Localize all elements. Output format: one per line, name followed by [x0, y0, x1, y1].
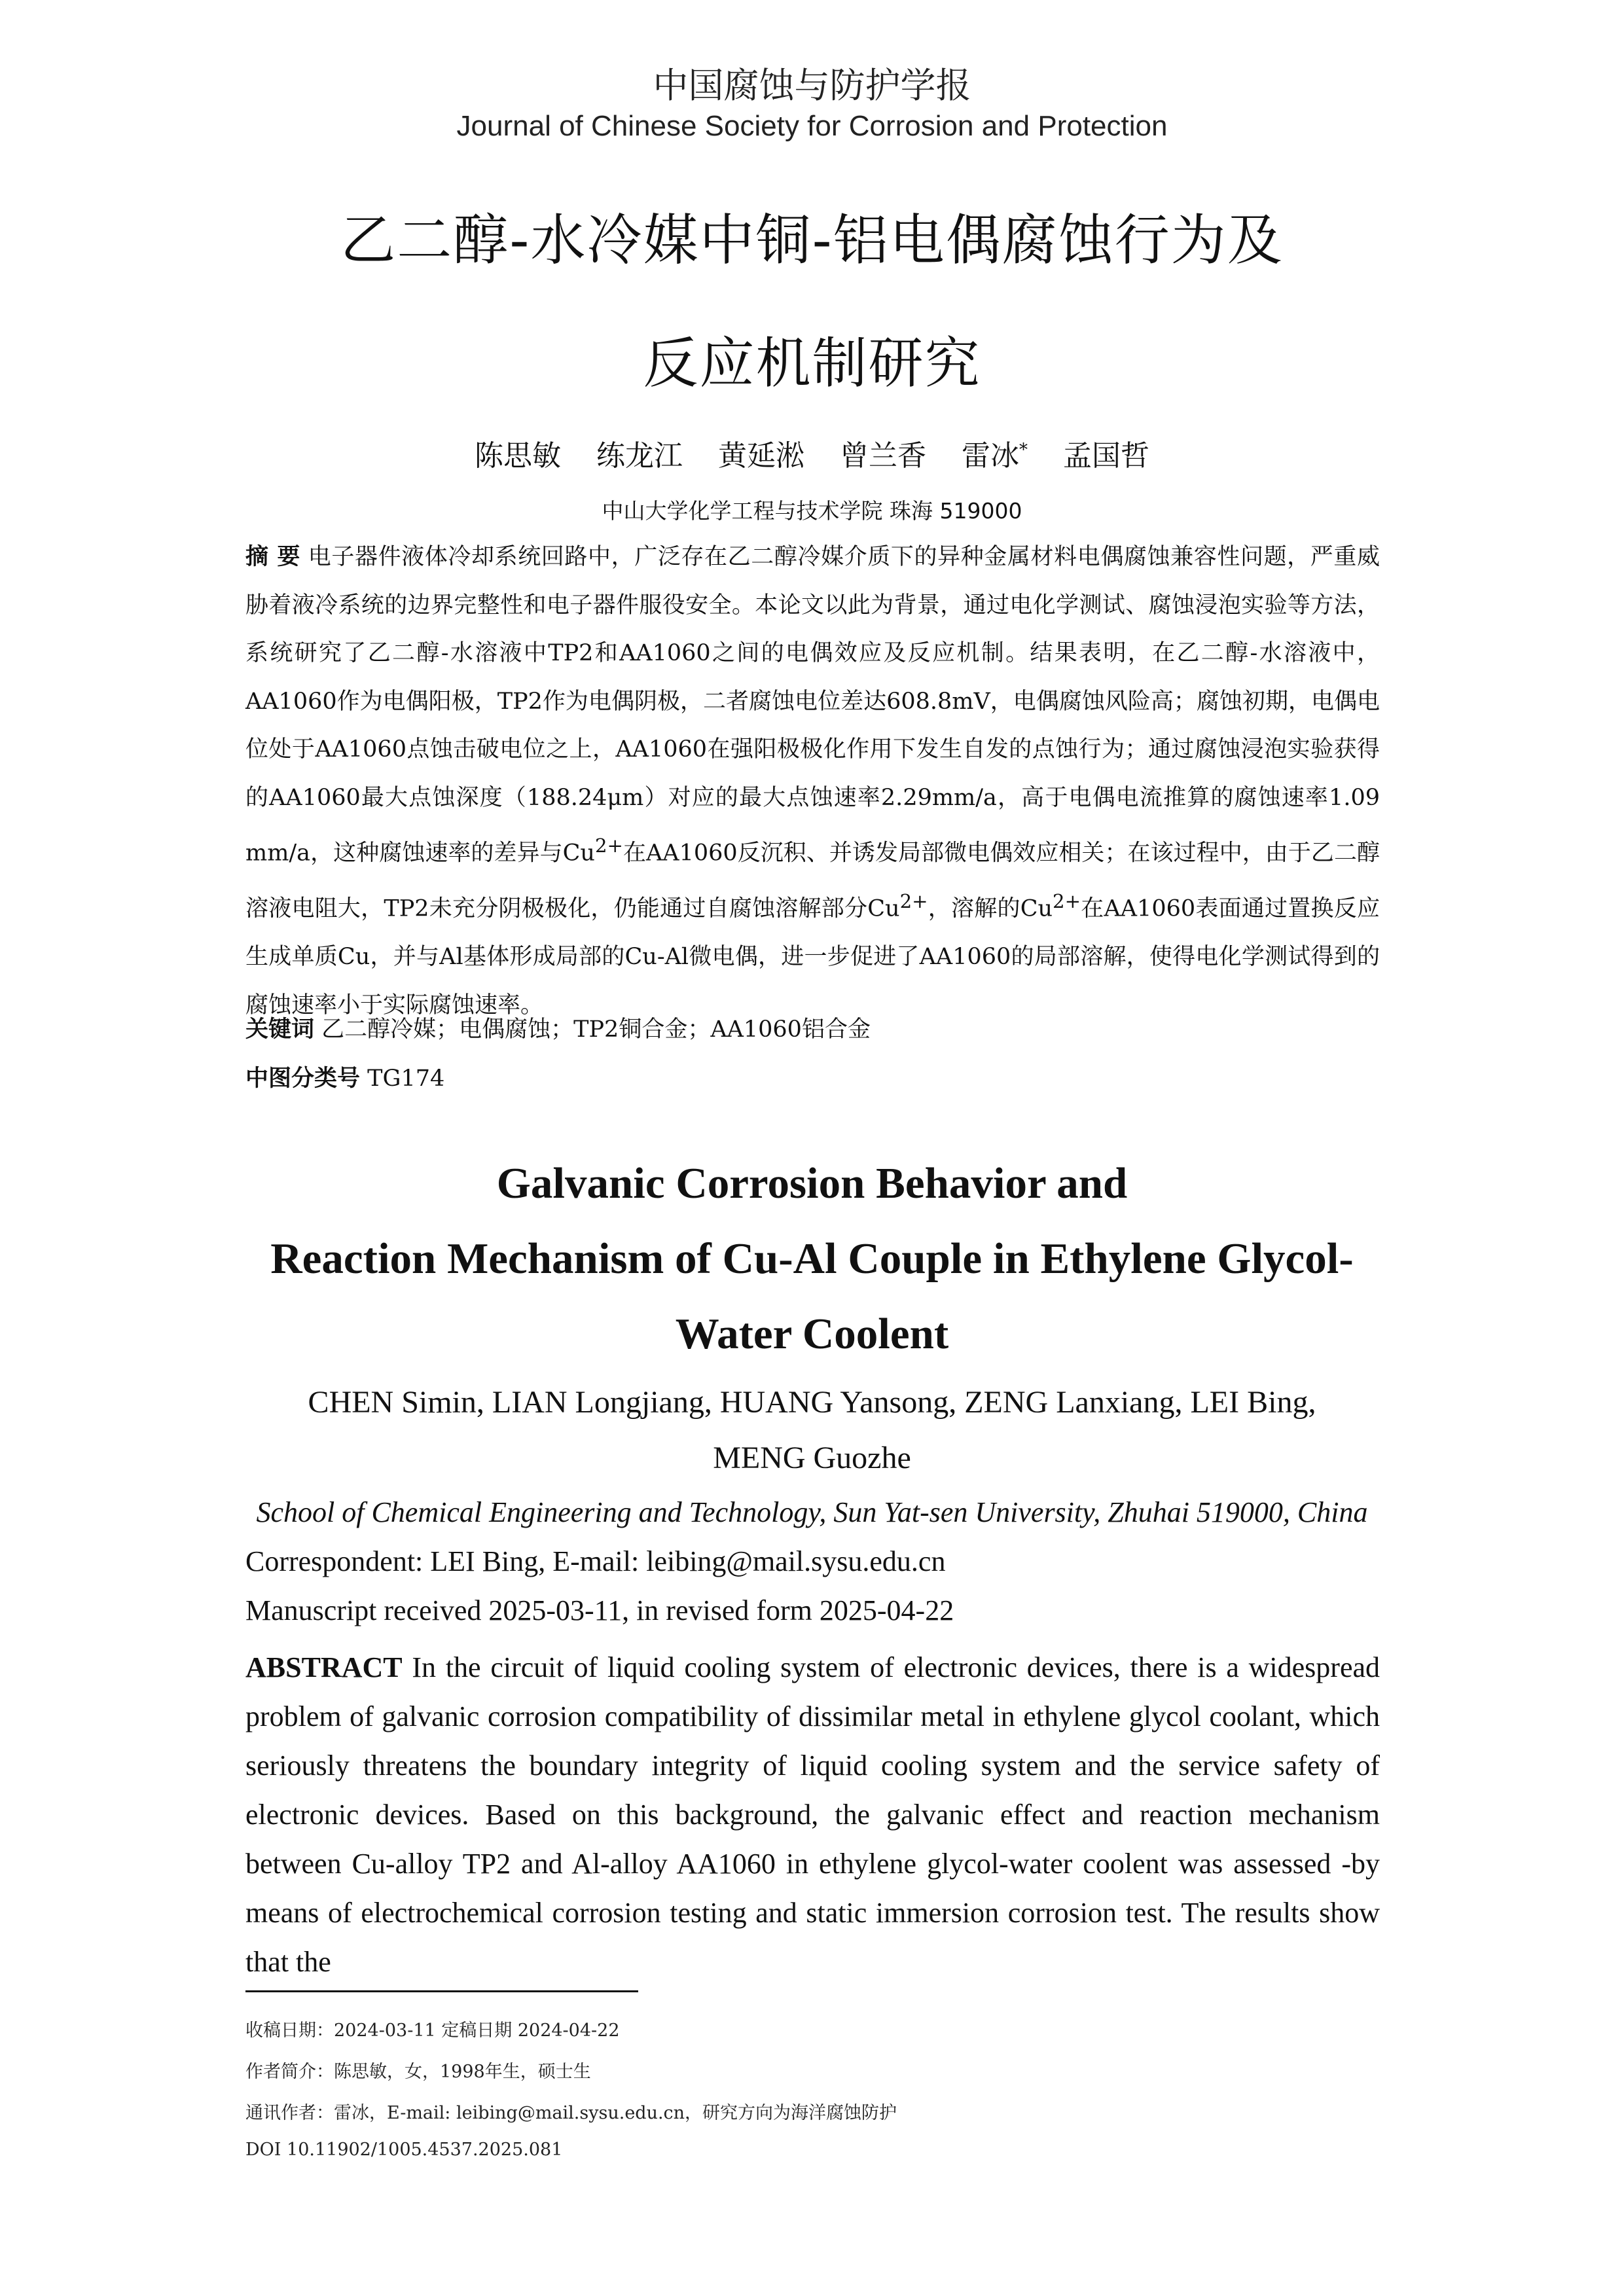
title-cn-line-2: 反应机制研究 — [643, 331, 981, 395]
authors-cn — [0, 432, 1624, 474]
title-en-line-3: Water Coolent — [675, 1310, 949, 1358]
abstract-en — [245, 1643, 1380, 1986]
abstract-cn-text-2: 在AA1060反沉积、并诱发局部微电偶效应相关；在该过程中，由于乙二醇溶液电阻大，TP2未充分阴极极化，仍能通过自腐蚀溶解部分Cu — [245, 840, 1380, 922]
journal-name-cn: 中国腐蚀与防护学报 — [653, 65, 971, 106]
footnote-doi: DOI 10.11902/1005.4537.2025.081 — [245, 2140, 563, 2160]
abstract-cn-label: 摘 要 — [245, 544, 301, 570]
correspondent-en: Correspondent: LEI Bing, E-mail: leibing@mail.sysu.edu.cn — [245, 1545, 946, 1577]
abstract-en-text: In the circuit of liquid cooling system of electronic devices, there is a widespread problem of galvanic corrosion compatibility of dissimilar metal in ethylene glycol coolant, which seriously threatens the boundary integrity of liquid cooling system and the service safety of electronic devices. Based on this background, the galvanic effect and reaction mechanism between Cu-alloy TP2 and Al-alloy AA1060 in ethylene glycol-water coolent was assessed -by means of electrochemical corrosion testing and static immersion corrosion test. The results show that the — [245, 1651, 1380, 1978]
title-en-line-2: Reaction Mechanism of Cu-Al Couple in Ethylene Glycol- — [270, 1234, 1354, 1283]
keywords-cn-label: 关键词 — [245, 1016, 315, 1043]
classification-cn-label: 中图分类号 — [245, 1066, 361, 1092]
manuscript-dates-en: Manuscript received 2025-03-11, in revised form 2025-04-22 — [245, 1594, 954, 1626]
title-en-line-1: Galvanic Corrosion Behavior and — [496, 1159, 1128, 1208]
abstract-cn-text-4: 在AA1060表面通过置换反应生成单质Cu，并与Al基体形成局部的Cu-Al微电偶，进一步促进了AA1060的局部溶解，使得电化学测试得到的腐蚀速率小于实际腐蚀速率。 — [245, 895, 1380, 1018]
footnote-divider — [245, 1990, 638, 1992]
footnote-author-bio: 作者简介：陈思敏，女，1998年生，硕士生 — [245, 2062, 591, 2082]
keywords-cn-value: 乙二醇冷媒；电偶腐蚀；TP2铜合金；AA1060铝合金 — [321, 1016, 871, 1043]
abstract-cn-sup-3: 2+ — [1053, 890, 1081, 913]
abstract-cn-sup-2: 2+ — [899, 890, 928, 913]
abstract-cn — [245, 533, 1380, 1030]
corresponding-author-mark: * — [1019, 440, 1028, 460]
abstract-cn-text-3: ，溶解的Cu — [928, 895, 1053, 922]
journal-name-en: Journal of Chinese Society for Corrosion and Protection — [456, 110, 1168, 142]
abstract-cn-sup-1: 2+ — [594, 834, 623, 857]
keywords-cn — [245, 1011, 1380, 1044]
authors-cn-names: 陈思敏 练龙江 黄延淞 曾兰香 雷冰 — [475, 439, 1019, 473]
affiliation-en: School of Chemical Engineering and Technology, Sun Yat-sen University, Zhuhai 519000, China — [256, 1496, 1368, 1528]
abstract-cn-text-1: 电子器件液体冷却系统回路中，广泛存在乙二醇冷媒介质下的异种金属材料电偶腐蚀兼容性问题，严重威胁着液冷系统的边界完整性和电子器件服役安全。本论文以此为背景，通过电化学测试、腐蚀浸泡实验等方法，系统研究了乙二醇-水溶液中TP2和AA1060之间的电偶效应及反应机制。结果表明，在乙二醇-水溶液中，AA1060作为电偶阳极，TP2作为电偶阴极，二者腐蚀电位差达608.8mV，电偶腐蚀风险高；腐蚀初期，电偶电位处于AA1060点蚀击破电位之上，AA1060在强阳极极化作用下发生自发的点蚀行为；通过腐蚀浸泡实验获得的AA1060最大点蚀深度（188.24μm）对应的最大点蚀速率2.29mm/a，高于电偶电流推算的腐蚀速率1.09 mm/a，这种腐蚀速率的差异与Cu — [245, 544, 1380, 867]
authors-en-line-1: CHEN Simin, LIAN Longjiang, HUANG Yansong, ZENG Lanxiang, LEI Bing, — [308, 1385, 1316, 1420]
classification-cn-value: TG174 — [367, 1066, 445, 1092]
authors-en-line-2: MENG Guozhe — [713, 1441, 911, 1475]
title-cn-line-1: 乙二醇-水冷媒中铜-铝电偶腐蚀行为及 — [340, 208, 1284, 272]
abstract-en-label: ABSTRACT — [245, 1651, 403, 1683]
classification-cn — [245, 1060, 1380, 1093]
authors-cn-last: 孟国哲 — [1062, 439, 1149, 473]
footnote-corresponding: 通讯作者：雷冰，E-mail: leibing@mail.sysu.edu.cn，研究方向为海洋腐蚀防护 — [245, 2103, 897, 2123]
affiliation-cn: 中山大学化学工程与技术学院 珠海 519000 — [602, 498, 1022, 524]
footnote-received: 收稿日期：2024-03-11 定稿日期 2024-04-22 — [245, 2020, 620, 2041]
